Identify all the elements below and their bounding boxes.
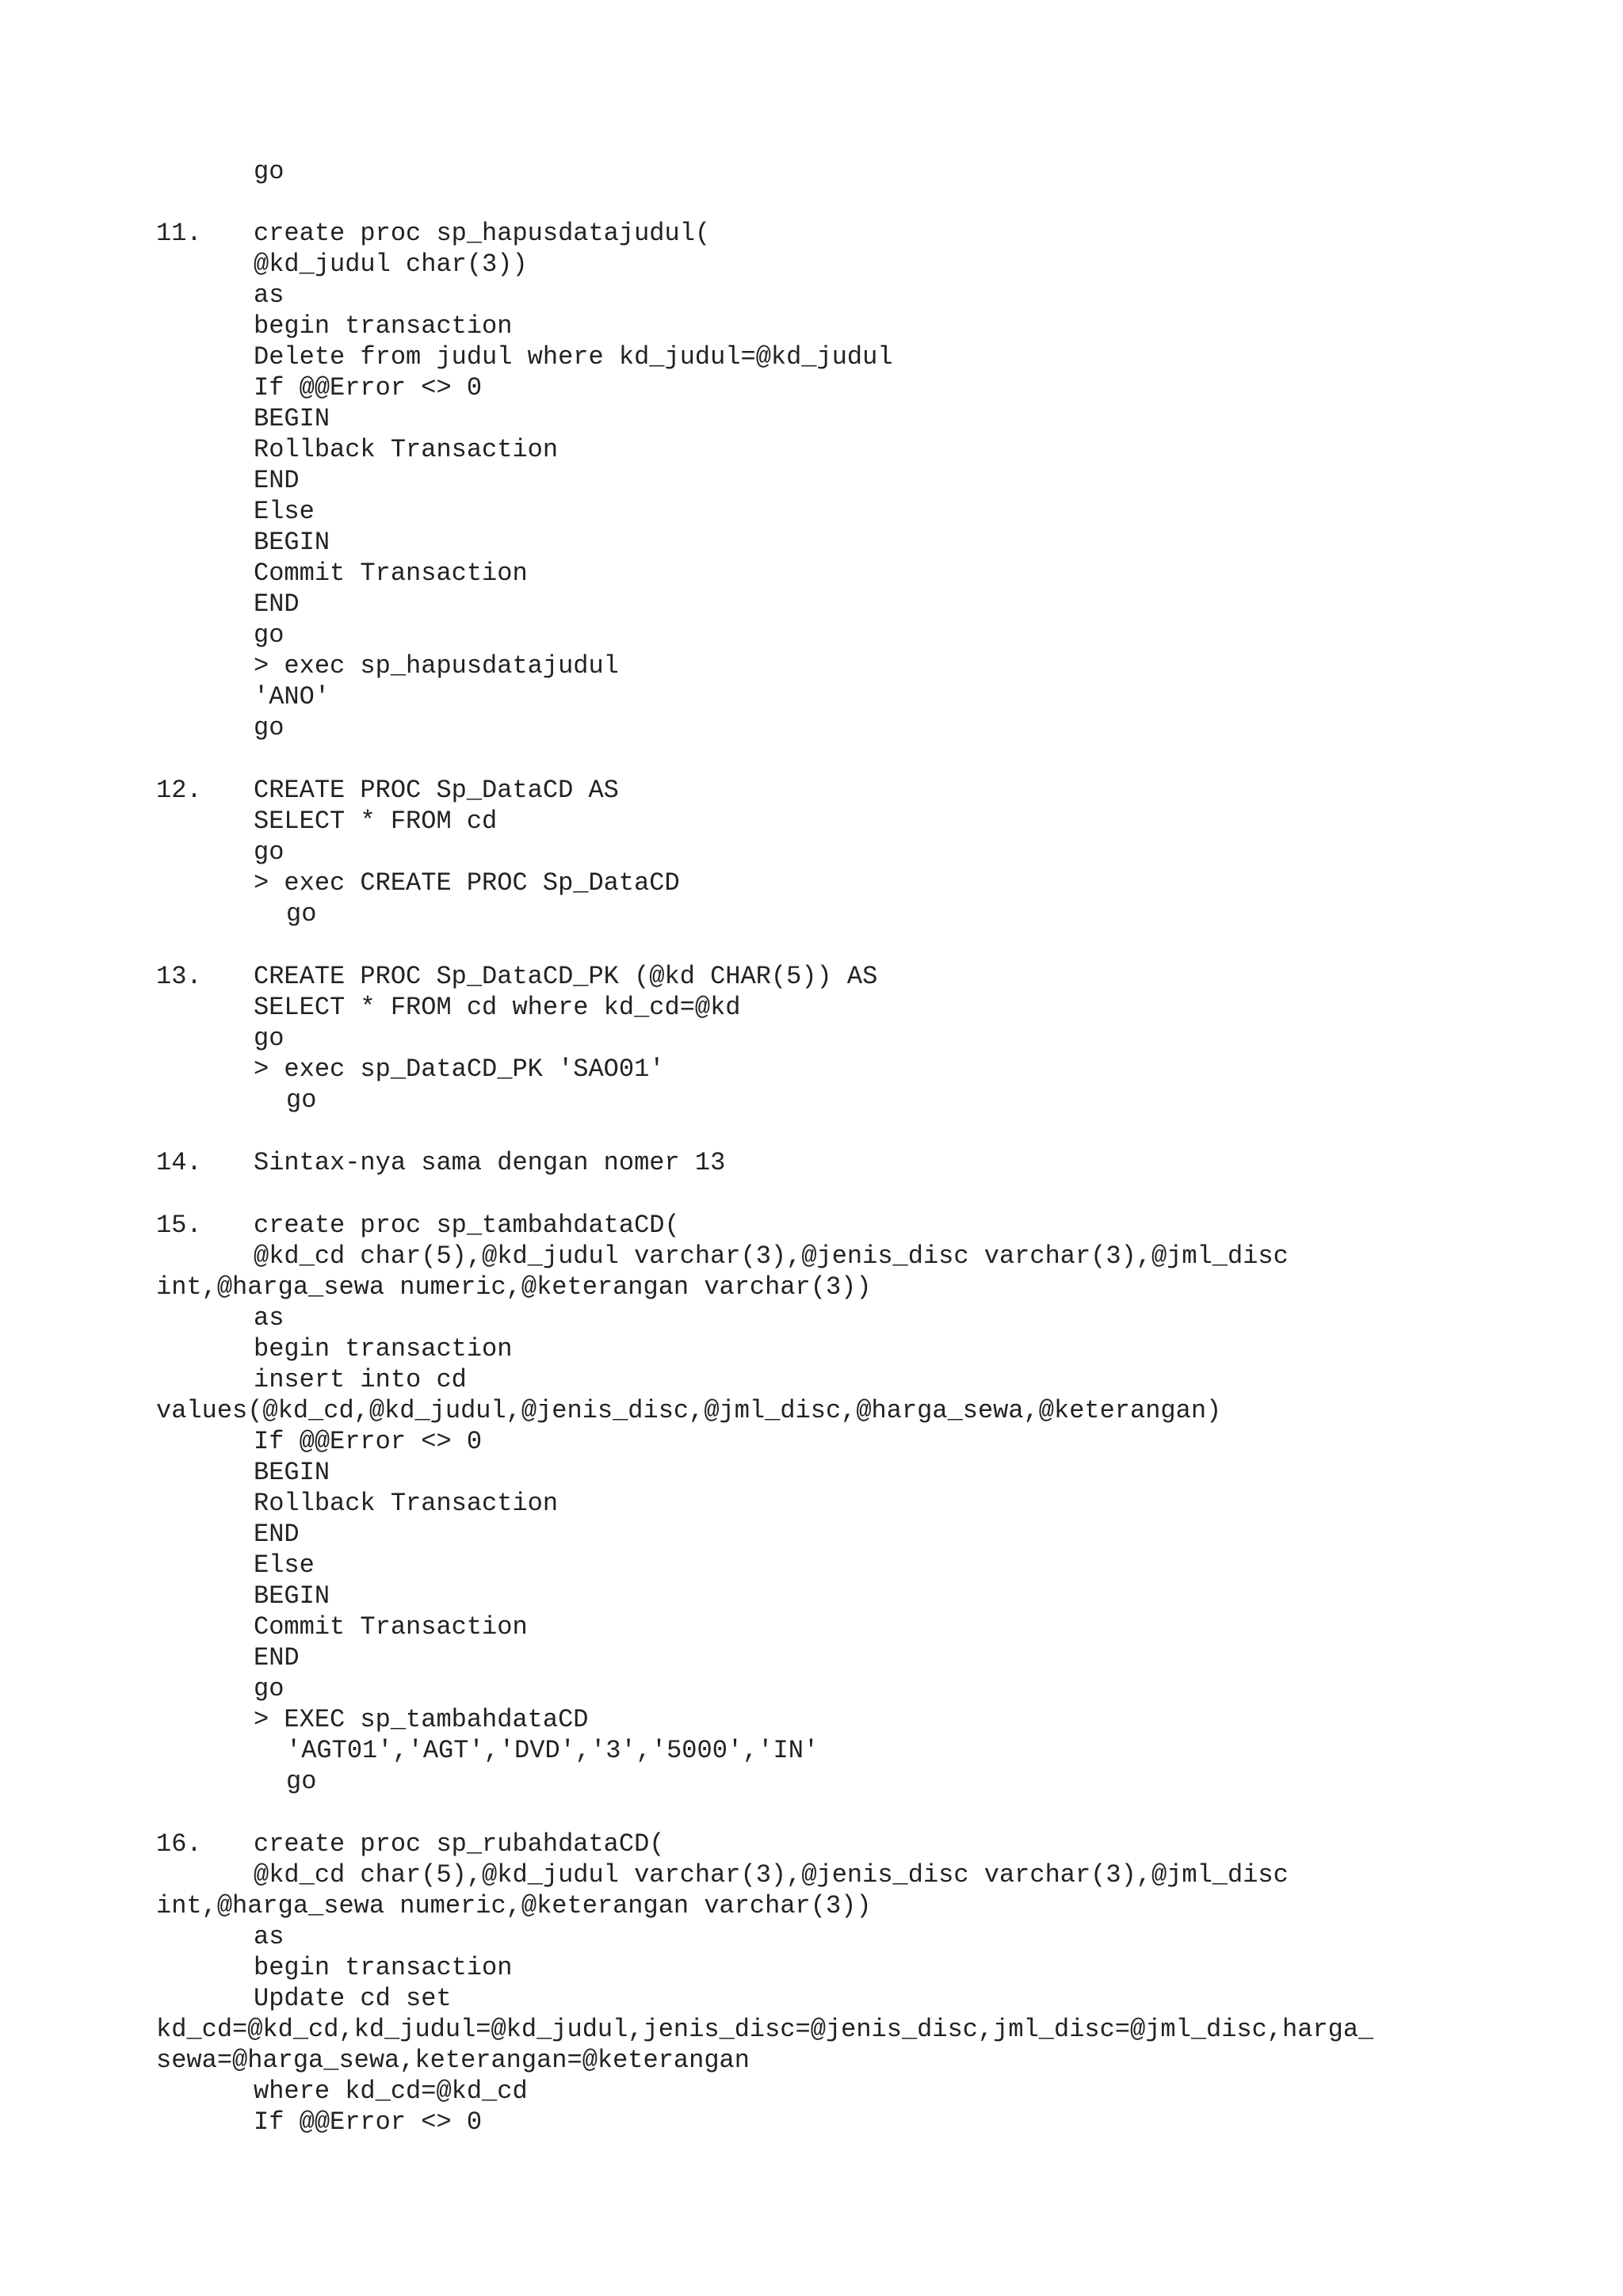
code-line: Else xyxy=(254,1550,315,1580)
code-line: 'ANO' xyxy=(254,682,330,711)
code-line: create proc sp_rubahdataCD( xyxy=(254,1829,665,1859)
code-line: go xyxy=(254,157,285,186)
code-line: > exec sp_hapusdatajudul xyxy=(254,651,619,681)
code-line: begin transaction xyxy=(254,1334,513,1363)
code-line: Update cd set xyxy=(254,1984,452,2013)
item-number: 14. xyxy=(156,1148,202,1177)
code-line: > EXEC sp_tambahdataCD xyxy=(254,1705,589,1734)
code-line: CREATE PROC Sp_DataCD AS xyxy=(254,776,619,805)
code-line: Delete from judul where kd_judul=@kd_judul xyxy=(254,342,893,372)
code-line: as xyxy=(254,280,285,310)
item-number: 11. xyxy=(156,219,202,248)
code-line: > exec sp_DataCD_PK 'SAO01' xyxy=(254,1055,665,1084)
item-number: 13. xyxy=(156,962,202,991)
code-line: go xyxy=(286,1767,317,1796)
code-line: Commit Transaction xyxy=(254,559,528,588)
code-line: Rollback Transaction xyxy=(254,435,559,464)
code-line: BEGIN xyxy=(254,528,330,557)
code-line: END xyxy=(254,1520,300,1549)
code-line: > exec CREATE PROC Sp_DataCD xyxy=(254,868,680,898)
code-line: @kd_judul char(3)) xyxy=(254,250,528,279)
code-line: Commit Transaction xyxy=(254,1612,528,1642)
code-line: BEGIN xyxy=(254,404,330,433)
code-line: go xyxy=(254,1674,285,1703)
code-line: where kd_cd=@kd_cd xyxy=(254,2077,528,2106)
code-line: If @@Error <> 0 xyxy=(254,1427,483,1456)
code-line: insert into cd xyxy=(254,1365,467,1394)
code-line: go xyxy=(254,620,285,650)
code-line: go xyxy=(254,713,285,742)
code-line: go xyxy=(286,1085,317,1115)
code-line: int,@harga_sewa numeric,@keterangan varchar(3)) xyxy=(156,1891,872,1920)
code-line: @kd_cd char(5),@kd_judul varchar(3),@jenis_disc varchar(3),@jml_disc xyxy=(254,1860,1289,1890)
code-line: BEGIN xyxy=(254,1458,330,1487)
code-line: END xyxy=(254,466,300,495)
code-line: SELECT * FROM cd xyxy=(254,807,498,836)
code-line: create proc sp_tambahdataCD( xyxy=(254,1211,680,1240)
code-line: Rollback Transaction xyxy=(254,1489,559,1518)
item-number: 12. xyxy=(156,776,202,805)
code-line: create proc sp_hapusdatajudul( xyxy=(254,219,711,248)
code-line: as xyxy=(254,1303,285,1333)
code-line: begin transaction xyxy=(254,311,513,341)
code-line: begin transaction xyxy=(254,1953,513,1982)
code-line: kd_cd=@kd_cd,kd_judul=@kd_judul,jenis_disc=@jenis_disc,jml_disc=@jml_disc,harga_ xyxy=(156,2015,1374,2044)
code-line: END xyxy=(254,589,300,619)
code-line: values(@kd_cd,@kd_judul,@jenis_disc,@jml_disc,@harga_sewa,@keterangan) xyxy=(156,1396,1222,1425)
code-line: If @@Error <> 0 xyxy=(254,373,483,402)
code-line: sewa=@harga_sewa,keterangan=@keterangan xyxy=(156,2046,750,2075)
code-line: go xyxy=(286,899,317,929)
code-line: @kd_cd char(5),@kd_judul varchar(3),@jenis_disc varchar(3),@jml_disc xyxy=(254,1241,1289,1271)
code-line: END xyxy=(254,1643,300,1672)
code-line: 'AGT01','AGT','DVD','3','5000','IN' xyxy=(286,1736,819,1765)
code-line: BEGIN xyxy=(254,1581,330,1611)
code-line: go xyxy=(254,837,285,867)
code-line: Else xyxy=(254,497,315,526)
code-line: int,@harga_sewa numeric,@keterangan varchar(3)) xyxy=(156,1272,872,1302)
item-number: 15. xyxy=(156,1211,202,1240)
code-line: CREATE PROC Sp_DataCD_PK (@kd CHAR(5)) AS xyxy=(254,962,878,991)
item-number: 16. xyxy=(156,1829,202,1859)
code-line: SELECT * FROM cd where kd_cd=@kd xyxy=(254,993,741,1022)
code-line: as xyxy=(254,1922,285,1951)
code-line: Sintax-nya sama dengan nomer 13 xyxy=(254,1148,726,1177)
code-line: go xyxy=(254,1024,285,1053)
code-line: If @@Error <> 0 xyxy=(254,2107,483,2137)
